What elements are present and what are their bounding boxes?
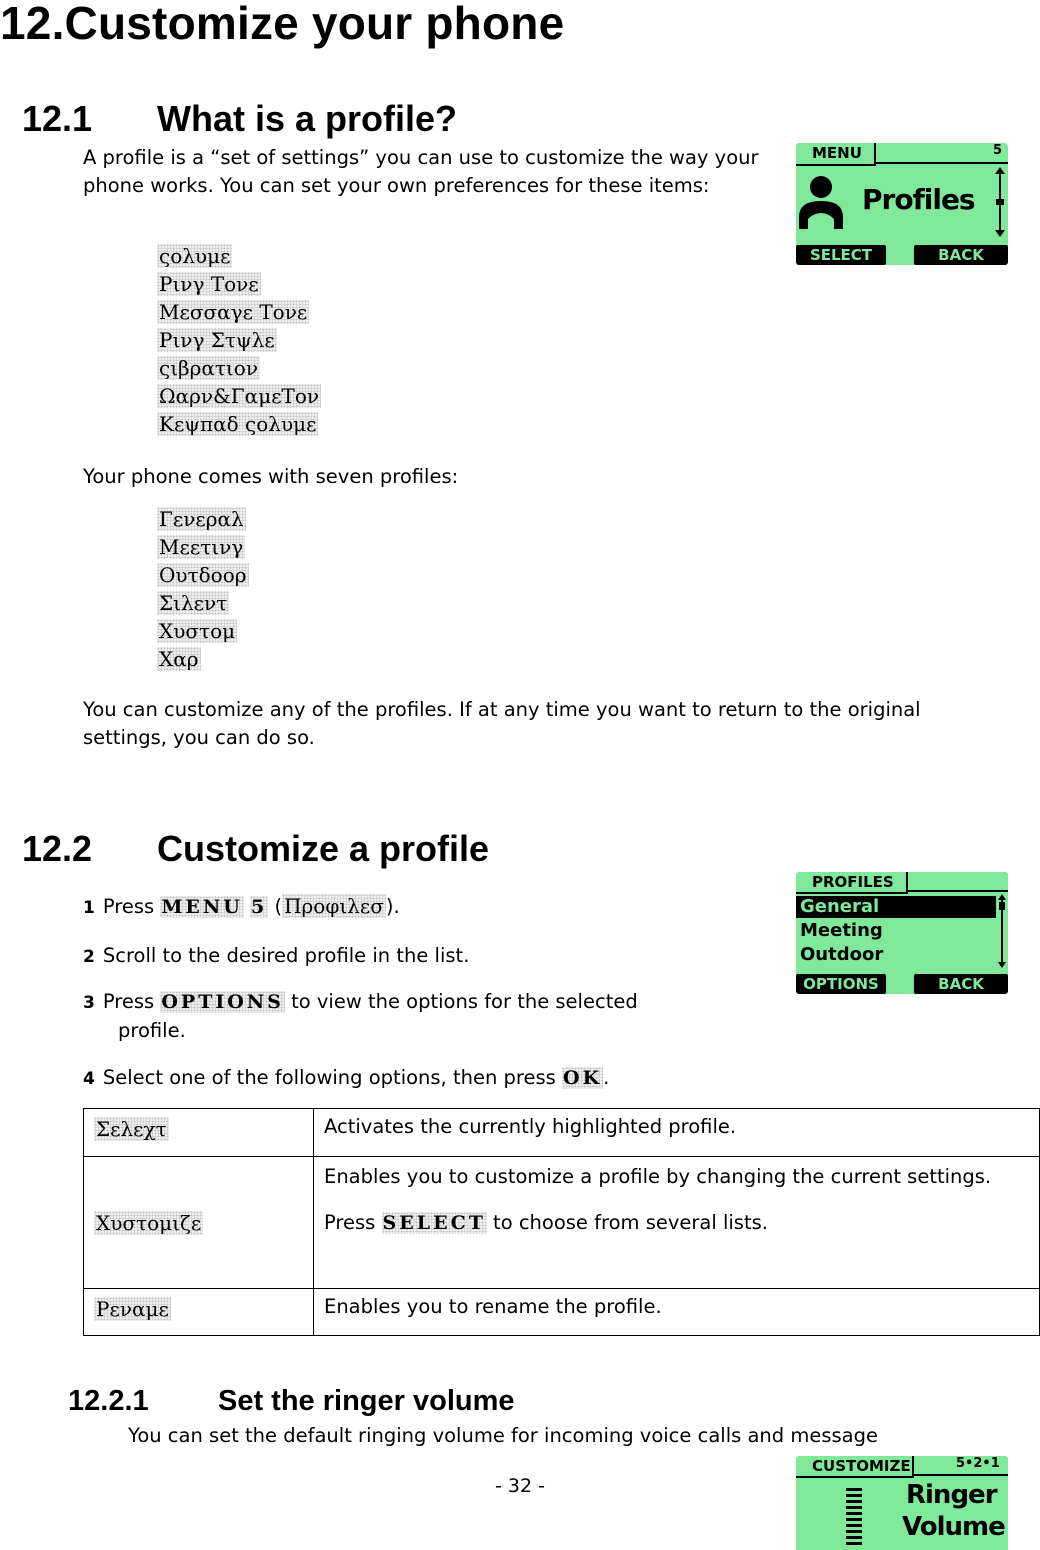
select-softkey[interactable]: SELECT <box>796 245 886 265</box>
profile-item: Ουτδοορ <box>159 563 247 587</box>
profile-intro: A profile is a “set of settings” you can use to customize the way your phone works. You can set your own preferences for these items: <box>83 146 759 197</box>
section-heading-12-2 <box>22 828 489 870</box>
profile-item: Χυστομ <box>159 619 236 643</box>
press-text: to choose from several lists. <box>493 1211 768 1234</box>
step-1 <box>83 892 400 922</box>
option-description: Activates the currently highlighted profile. <box>314 1109 1040 1157</box>
table-row <box>84 1157 1040 1289</box>
screen-header: CUSTOMIZE <box>812 1457 911 1475</box>
option-description: Enables you to rename the profile. <box>314 1289 1040 1336</box>
setting-item: Μεσσαγε Τονε <box>159 300 308 324</box>
step-number: 4 <box>83 1069 95 1089</box>
phone-screen-profiles-menu <box>796 143 1008 265</box>
step-text: Select one of the following options, then press <box>102 1066 556 1089</box>
section-heading-12-2-1 <box>68 1385 515 1418</box>
phone-screen-profiles-list <box>796 872 1008 994</box>
profile-item: Μεετινγ <box>159 535 244 559</box>
profile-item: Χαρ <box>159 647 199 671</box>
profiles-list <box>157 505 249 673</box>
options-softkey[interactable]: OPTIONS <box>796 974 886 994</box>
table-row <box>84 1109 1040 1157</box>
step-number: 1 <box>83 898 95 918</box>
ok-key: OK <box>563 1067 603 1089</box>
screen-page-number: 5 <box>993 143 1003 158</box>
option-rename: Ρεναμε <box>96 1297 169 1321</box>
screen-page-number: 5•2•1 <box>956 1456 1000 1471</box>
section-number: 12.2 <box>22 828 93 869</box>
step-3-continued: profile. <box>118 1019 186 1042</box>
option-description: Enables you to customize a profile by changing the current settings. <box>324 1165 992 1188</box>
option-select: Σελεχτ <box>96 1117 167 1141</box>
screen-line-2: Volume <box>902 1512 1005 1542</box>
profile-item: Γενεραλ <box>159 507 244 531</box>
chapter-title: 12.Customize your phone <box>0 0 565 49</box>
step-number: 2 <box>83 947 95 967</box>
setting-item: ςιβρατιον <box>159 356 258 380</box>
options-key: OPTIONS <box>161 991 284 1013</box>
profile-meeting[interactable]: Meeting <box>800 920 883 941</box>
digit-key: 5 <box>251 896 268 918</box>
step-period: . <box>603 1066 610 1089</box>
settings-list <box>157 242 321 438</box>
section-heading-12-1 <box>22 98 457 140</box>
page-number: - 32 - <box>495 1475 545 1497</box>
setting-item: Ωαρν&ΓαμεΤον <box>159 384 320 408</box>
profile-outdoor[interactable]: Outdoor <box>800 944 884 965</box>
profile-item: Σιλεντ <box>159 591 228 615</box>
section-title: Customize a profile <box>157 828 490 869</box>
profiles-greek: Προφιλεσ <box>284 894 384 918</box>
option-customize: Χυστομιζε <box>96 1210 202 1235</box>
section-title: What is a profile? <box>157 98 458 139</box>
step-text: to view the options for the selected <box>291 990 638 1013</box>
step-2 <box>83 942 469 971</box>
ringer-volume-text: You can set the default ringing volume for incoming voice calls and message <box>128 1424 878 1447</box>
person-icon <box>798 171 844 229</box>
scrollbar-icon <box>994 167 1006 237</box>
profile-general[interactable]: General <box>800 896 880 917</box>
select-key: SELECT <box>382 1212 486 1234</box>
setting-item: Ρινγ Τονε <box>159 272 259 296</box>
options-table <box>83 1108 1040 1336</box>
paren-close: ). <box>385 895 400 918</box>
section-number: 12.2.1 <box>68 1385 149 1417</box>
step-text: Scroll to the desired profile in the list. <box>102 944 470 967</box>
paren-open: ( <box>274 895 283 918</box>
step-text: Press <box>102 990 155 1013</box>
menu-key: MENU <box>161 896 243 918</box>
screen-header: MENU <box>812 144 862 162</box>
step-text: Press <box>102 895 155 918</box>
step-3 <box>83 988 638 1017</box>
screen-line-1: Ringer <box>906 1480 997 1510</box>
scrollbar-icon <box>997 894 1007 968</box>
back-softkey[interactable]: BACK <box>914 245 1008 265</box>
profiles-intro: Your phone comes with seven profiles: <box>83 465 459 488</box>
phone-screen-customize <box>796 1456 1008 1550</box>
setting-item: Ρινγ Στψλε <box>159 328 275 352</box>
table-row <box>84 1289 1040 1336</box>
screen-label: Profiles <box>862 183 975 216</box>
screen-header: PROFILES <box>812 873 894 891</box>
step-4 <box>83 1064 609 1093</box>
customize-note: You can customize any of the profiles. If at any time you want to return to the original settings, you can do so. <box>83 698 921 749</box>
setting-item: Κεψπαδ ςολυμε <box>159 412 317 436</box>
volume-bars-icon <box>846 1488 862 1548</box>
setting-item: ςολυμε <box>159 244 231 268</box>
section-title: Set the ringer volume <box>218 1385 515 1417</box>
step-number: 3 <box>83 993 95 1013</box>
section-number: 12.1 <box>22 98 93 139</box>
back-softkey[interactable]: BACK <box>914 974 1008 994</box>
press-text: Press <box>324 1211 376 1234</box>
option-press-line <box>324 1209 1029 1237</box>
